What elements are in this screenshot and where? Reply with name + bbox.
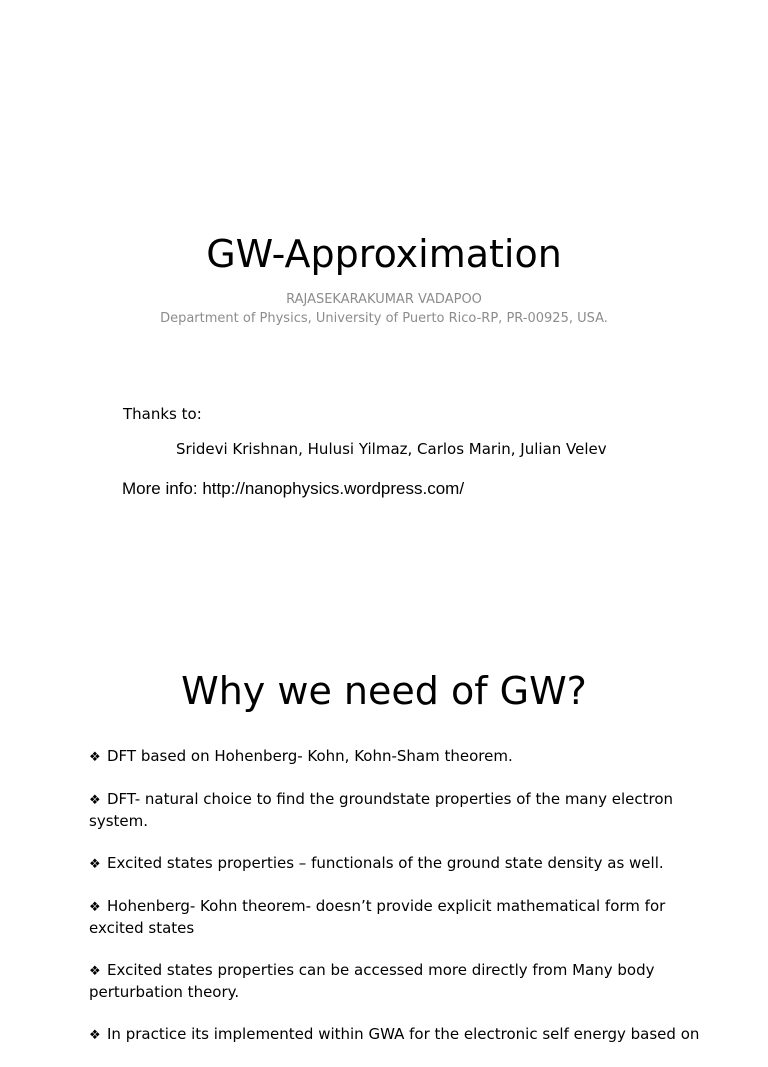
bullet-list [89,746,719,1067]
bullet-item [89,853,719,875]
more-info [122,478,464,500]
bullet-item [89,1024,719,1046]
diamond-bullet-icon: ❖ [89,793,101,808]
more-info-label: More info: [122,479,203,498]
more-info-link[interactable]: http://nanophysics.wordpress.com/ [202,479,465,498]
diamond-bullet-icon: ❖ [89,857,101,872]
thanks-label: Thanks to: [123,405,202,423]
author-affiliation: Department of Physics, University of Puerto Rico-RP, PR-00925, USA. [160,311,608,326]
diamond-bullet-icon: ❖ [89,750,101,765]
bullet-text: Hohenberg- Kohn theorem- doesn’t provide explicit mathematical form for excited states [89,897,666,937]
bullet-text: DFT based on Hohenberg- Kohn, Kohn-Sham theorem. [107,747,513,765]
bullet-item [89,746,719,768]
bullet-text: DFT- natural choice to find the groundstate properties of the many electron system. [89,790,674,830]
author-name: RAJASEKARAKUMAR VADAPOO [286,292,482,307]
diamond-bullet-icon: ❖ [89,900,101,915]
diamond-bullet-icon: ❖ [89,1028,101,1043]
diamond-bullet-icon: ❖ [89,964,101,979]
content-slide [0,620,768,1043]
thanks-names: Sridevi Krishnan, Hulusi Yilmaz, Carlos Marin, Julian Velev [176,440,607,458]
bullet-text: Excited states properties – functionals of the ground state density as well. [107,854,664,872]
bullet-item [89,896,719,939]
bullet-text: In practice its implemented within GWA for the electronic self energy based on [107,1025,700,1043]
bullet-text: Excited states properties can be accessed more directly from Many body perturbation theory. [89,961,655,1001]
bullet-item [89,960,719,1003]
slide-title: Why we need of GW? [181,669,587,713]
bullet-item [89,789,719,832]
slide-title: GW-Approximation [206,232,562,276]
